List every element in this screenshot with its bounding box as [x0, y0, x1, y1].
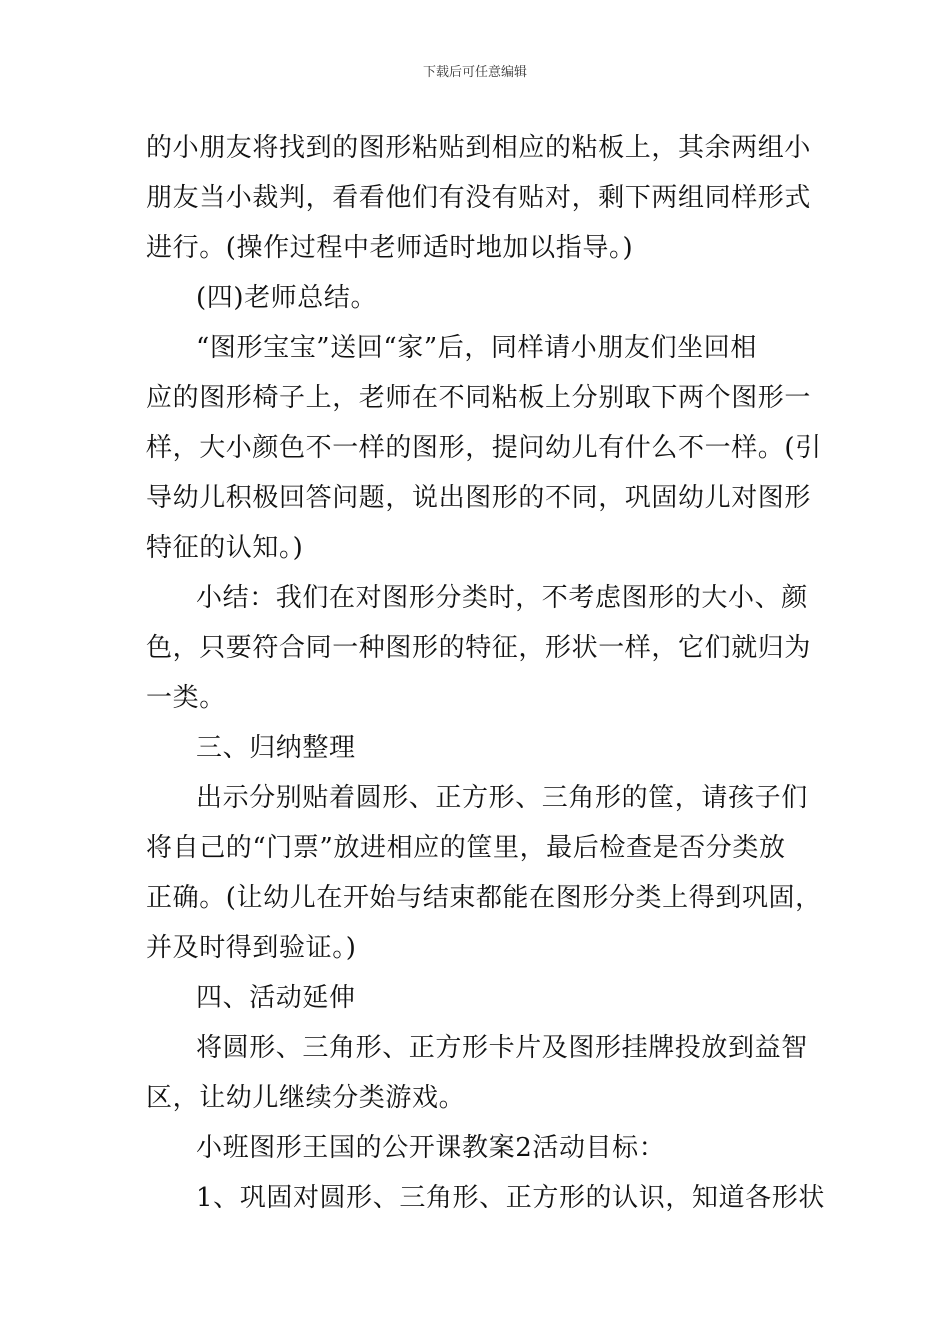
- paragraph-line: 应的图形椅子上，老师在不同粘板上分别取下两个图形一: [146, 383, 812, 413]
- paragraph-line: 将自己的“门票”放进相应的筐里，最后检查是否分类放: [146, 833, 786, 863]
- paragraph-line: 正确。(让幼儿在开始与结束都能在图形分类上得到巩固，: [146, 883, 822, 913]
- paragraph-line: 区，让幼儿继续分类游戏。: [146, 1083, 466, 1113]
- paragraph-line: 导幼儿积极回答问题，说出图形的不同，巩固幼儿对图形: [146, 483, 812, 513]
- paragraph-line: 小结：我们在对图形分类时，不考虑图形的大小、颜: [196, 583, 808, 613]
- paragraph-line: 进行。(操作过程中老师适时地加以指导。): [146, 233, 634, 263]
- paragraph-line: 一类。: [146, 683, 226, 713]
- paragraph-line: 的小朋友将找到的图形粘贴到相应的粘板上，其余两组小: [146, 133, 812, 163]
- paragraph-line: 朋友当小裁判，看看他们有没有贴对，剩下两组同样形式: [146, 183, 812, 213]
- paragraph-line: 出示分别贴着圆形、正方形、三角形的筐，请孩子们: [196, 783, 808, 813]
- section-heading: 四、活动延伸: [196, 983, 356, 1013]
- paragraph-line: “图形宝宝”送回“家”后，同样请小朋友们坐回相: [196, 333, 757, 363]
- section-heading: 三、归纳整理: [196, 733, 356, 763]
- paragraph-line: 1、巩固对圆形、三角形、正方形的认识，知道各形状: [196, 1183, 825, 1213]
- page-header: 下载后可任意编辑: [422, 65, 527, 80]
- paragraph-line: 将圆形、三角形、正方形卡片及图形挂牌投放到益智: [196, 1033, 808, 1063]
- section-heading: (四)老师总结。: [196, 283, 378, 313]
- paragraph-line: 色，只要符合同一种图形的特征，形状一样，它们就归为: [146, 633, 812, 663]
- section-heading: 小班图形王国的公开课教案2活动目标：: [196, 1133, 666, 1163]
- paragraph-line: 并及时得到验证。): [146, 933, 357, 963]
- paragraph-line: 样，大小颜色不一样的图形，提问幼儿有什么不一样。(引: [146, 433, 822, 463]
- paragraph-line: 特征的认知。): [146, 533, 304, 563]
